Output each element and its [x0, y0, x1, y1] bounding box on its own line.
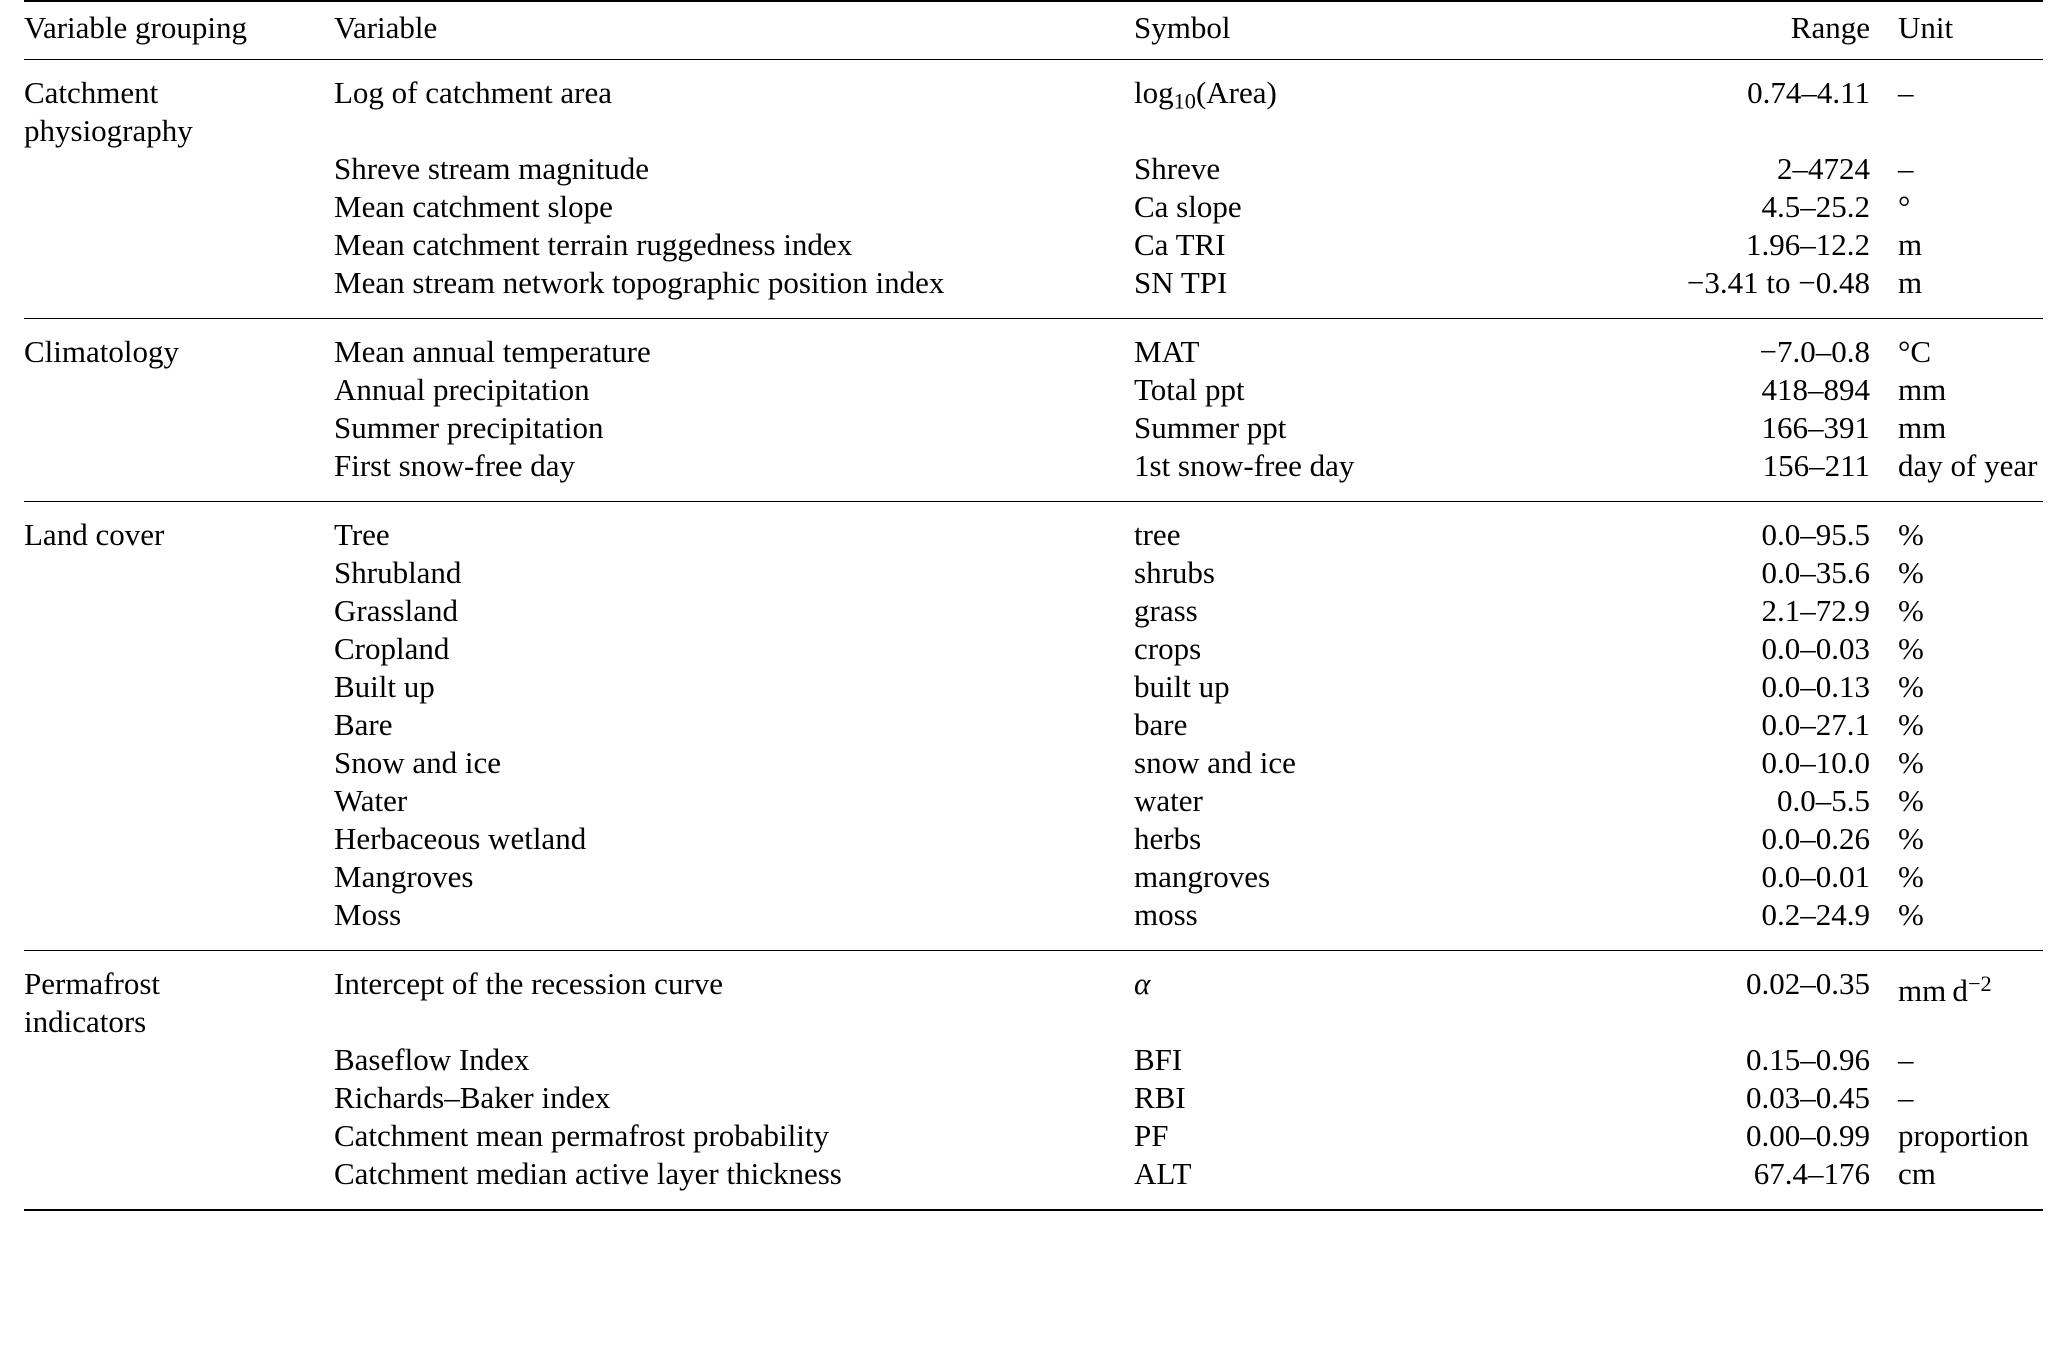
cell-variable: Moss — [334, 897, 402, 932]
cell-symbol: Ca TRI — [1134, 227, 1226, 262]
cell-symbol: mangroves — [1134, 859, 1271, 894]
column-header-symbol: Symbol — [1134, 10, 1231, 45]
group-label-line1: Land cover — [24, 517, 165, 552]
cell-symbol: bare — [1134, 707, 1188, 742]
cell-range: 0.74–4.11 — [1747, 75, 1870, 110]
cell-symbol: crops — [1134, 631, 1202, 666]
cell-range: 0.0–35.6 — [1761, 555, 1870, 590]
cell-range: 0.0–0.26 — [1761, 821, 1870, 856]
cell-unit: m — [1898, 227, 1923, 262]
cell-range: 0.0–27.1 — [1761, 707, 1870, 742]
cell-variable-grouping — [24, 60, 334, 151]
cell-variable: Shreve stream magnitude — [334, 151, 650, 186]
group-label-line1: Catchment — [24, 75, 159, 110]
cell-variable-grouping — [24, 226, 334, 264]
cell-range: −7.0–0.8 — [1759, 334, 1870, 369]
table-body — [24, 60, 2043, 1211]
cell-symbol: α — [1134, 966, 1151, 1001]
cell-unit: – — [1898, 1042, 1914, 1077]
column-header-unit: Unit — [1898, 10, 1954, 45]
cell-variable: Richards–Baker index — [334, 1080, 611, 1115]
group-label-line1: Permafrost — [24, 966, 161, 1001]
cell-unit: % — [1898, 593, 1924, 628]
cell-variable: Water — [334, 783, 408, 818]
cell-variable-grouping — [24, 896, 334, 951]
cell-variable: Summer precipitation — [334, 410, 604, 445]
cell-variable: Grassland — [334, 593, 458, 628]
table-row — [24, 447, 2043, 502]
cell-symbol: moss — [1134, 897, 1198, 932]
cell-variable: Mean stream network topographic position index — [334, 265, 945, 300]
cell-range: 2–4724 — [1777, 151, 1870, 186]
cell-variable: Annual precipitation — [334, 372, 590, 407]
table-row — [24, 1117, 2043, 1155]
cell-range: 0.00–0.99 — [1746, 1118, 1870, 1153]
table-row — [24, 60, 2043, 151]
cell-unit: % — [1898, 821, 1924, 856]
cell-variable: Bare — [334, 707, 393, 742]
cell-unit: ° — [1898, 189, 1911, 224]
cell-variable: Catchment median active layer thickness — [334, 1156, 842, 1191]
cell-variable: Shrubland — [334, 555, 462, 590]
cell-range: 0.0–0.03 — [1761, 631, 1870, 666]
table-row — [24, 630, 2043, 668]
cell-variable-grouping — [24, 630, 334, 668]
table-row — [24, 554, 2043, 592]
cell-variable-grouping — [24, 706, 334, 744]
cell-unit: m — [1898, 265, 1923, 300]
cell-range: 0.03–0.45 — [1746, 1080, 1870, 1115]
cell-range: 418–894 — [1761, 372, 1870, 407]
cell-symbol: herbs — [1134, 821, 1202, 856]
column-header-grouping: Variable grouping — [24, 10, 247, 45]
cell-symbol: SN TPI — [1134, 265, 1228, 300]
cell-symbol: water — [1134, 783, 1203, 818]
cell-symbol: grass — [1134, 593, 1198, 628]
table-header-row — [24, 1, 2043, 60]
cell-variable: Mangroves — [334, 859, 474, 894]
table-row — [24, 858, 2043, 896]
cell-symbol: shrubs — [1134, 555, 1215, 590]
cell-symbol: ALT — [1134, 1156, 1192, 1191]
cell-variable-grouping — [24, 1041, 334, 1079]
cell-range: 156–211 — [1762, 448, 1870, 483]
table-row — [24, 188, 2043, 226]
cell-symbol: $\log_{10}(Area)$ — [1134, 75, 1277, 114]
cell-variable: Mean catchment slope — [334, 189, 613, 224]
cell-range: −3.41 to −0.48 — [1686, 265, 1870, 300]
table-row — [24, 744, 2043, 782]
cell-variable-grouping — [24, 150, 334, 188]
cell-range: 4.5–25.2 — [1761, 189, 1870, 224]
cell-unit: % — [1898, 669, 1924, 704]
column-header-range: Range — [1790, 10, 1870, 45]
table-row — [24, 1041, 2043, 1079]
cell-unit: – — [1898, 1080, 1914, 1115]
table-row — [24, 150, 2043, 188]
variables-table — [24, 0, 2043, 1211]
cell-unit: % — [1898, 555, 1924, 590]
cell-unit: cm — [1898, 1156, 1936, 1191]
cell-variable: Mean annual temperature — [334, 334, 651, 369]
cell-unit: % — [1898, 859, 1924, 894]
table-row — [24, 1155, 2043, 1210]
table-row — [24, 409, 2043, 447]
cell-range: 166–391 — [1761, 410, 1870, 445]
cell-variable: Mean catchment terrain ruggedness index — [334, 227, 853, 262]
cell-symbol: snow and ice — [1134, 745, 1296, 780]
cell-unit: day of year — [1898, 448, 2038, 483]
cell-range: 0.2–24.9 — [1761, 897, 1870, 932]
cell-unit: % — [1898, 897, 1924, 932]
cell-unit: proportion — [1898, 1118, 2029, 1153]
group-label-line2: indicators — [24, 1004, 147, 1039]
cell-variable: Snow and ice — [334, 745, 502, 780]
cell-symbol: built up — [1134, 669, 1230, 704]
cell-unit: mm $d^{-2}$ — [1898, 971, 1992, 1009]
cell-variable: Baseflow Index — [334, 1042, 530, 1077]
group-label-line1: Climatology — [24, 334, 179, 369]
cell-symbol: Summer ppt — [1134, 410, 1287, 445]
cell-variable-grouping — [24, 951, 334, 1042]
cell-unit: % — [1898, 745, 1924, 780]
cell-variable-grouping — [24, 820, 334, 858]
table-row — [24, 319, 2043, 372]
table-row — [24, 782, 2043, 820]
table-row — [24, 706, 2043, 744]
cell-range: 0.0–5.5 — [1777, 783, 1870, 818]
cell-unit: % — [1898, 631, 1924, 666]
cell-unit: mm — [1898, 372, 1947, 407]
table-row — [24, 951, 2043, 1042]
table-row — [24, 668, 2043, 706]
cell-variable-grouping — [24, 782, 334, 820]
table-row — [24, 592, 2043, 630]
cell-symbol: 1st snow-free day — [1134, 448, 1355, 483]
cell-symbol: Ca slope — [1134, 189, 1242, 224]
cell-variable: Intercept of the recession curve — [334, 966, 724, 1001]
cell-variable: Built up — [334, 669, 435, 704]
table-row — [24, 1079, 2043, 1117]
cell-variable: Catchment mean permafrost probability — [334, 1118, 829, 1153]
table-row — [24, 502, 2043, 555]
cell-variable-grouping — [24, 858, 334, 896]
cell-symbol: Total ppt — [1134, 372, 1245, 407]
cell-variable-grouping — [24, 264, 334, 319]
cell-variable: Herbaceous wetland — [334, 821, 587, 856]
cell-range: 0.15–0.96 — [1746, 1042, 1870, 1077]
cell-range: 0.0–10.0 — [1761, 745, 1870, 780]
cell-variable-grouping — [24, 502, 334, 555]
table-row — [24, 226, 2043, 264]
cell-variable-grouping — [24, 668, 334, 706]
cell-range: 0.0–95.5 — [1761, 517, 1870, 552]
cell-unit: % — [1898, 707, 1924, 742]
cell-variable-grouping — [24, 1079, 334, 1117]
table-header — [24, 1, 2043, 60]
cell-range: 1.96–12.2 — [1746, 227, 1870, 262]
cell-variable-grouping — [24, 1117, 334, 1155]
cell-unit: mm — [1898, 410, 1947, 445]
cell-variable: Log of catchment area — [334, 75, 612, 110]
cell-symbol: BFI — [1134, 1042, 1183, 1077]
cell-unit: % — [1898, 517, 1924, 552]
cell-range: 0.02–0.35 — [1746, 966, 1870, 1001]
cell-range: 0.0–0.13 — [1761, 669, 1870, 704]
cell-symbol: tree — [1134, 517, 1181, 552]
cell-variable-grouping — [24, 447, 334, 502]
cell-unit: % — [1898, 783, 1924, 818]
table-row — [24, 896, 2043, 951]
table-row — [24, 264, 2043, 319]
cell-variable-grouping — [24, 554, 334, 592]
cell-variable: Tree — [334, 517, 390, 552]
cell-unit: °C — [1898, 334, 1932, 369]
cell-variable-grouping — [24, 371, 334, 409]
cell-unit: – — [1898, 151, 1914, 186]
group-label-line2: physiography — [24, 113, 193, 148]
cell-symbol: RBI — [1134, 1080, 1186, 1115]
cell-variable-grouping — [24, 319, 334, 372]
cell-range: 2.1–72.9 — [1761, 593, 1870, 628]
cell-variable: First snow-free day — [334, 448, 576, 483]
cell-unit: – — [1898, 75, 1914, 110]
column-header-variable: Variable — [334, 10, 438, 45]
cell-variable-grouping — [24, 1155, 334, 1210]
cell-range: 67.4–176 — [1753, 1156, 1870, 1191]
cell-variable-grouping — [24, 409, 334, 447]
cell-range: 0.0–0.01 — [1761, 859, 1870, 894]
cell-symbol: MAT — [1134, 334, 1200, 369]
cell-variable: Cropland — [334, 631, 450, 666]
table-row — [24, 371, 2043, 409]
cell-symbol: Shreve — [1134, 151, 1221, 186]
cell-variable-grouping — [24, 592, 334, 630]
cell-symbol: PF — [1134, 1118, 1169, 1153]
cell-variable-grouping — [24, 188, 334, 226]
table-row — [24, 820, 2043, 858]
cell-variable-grouping — [24, 744, 334, 782]
